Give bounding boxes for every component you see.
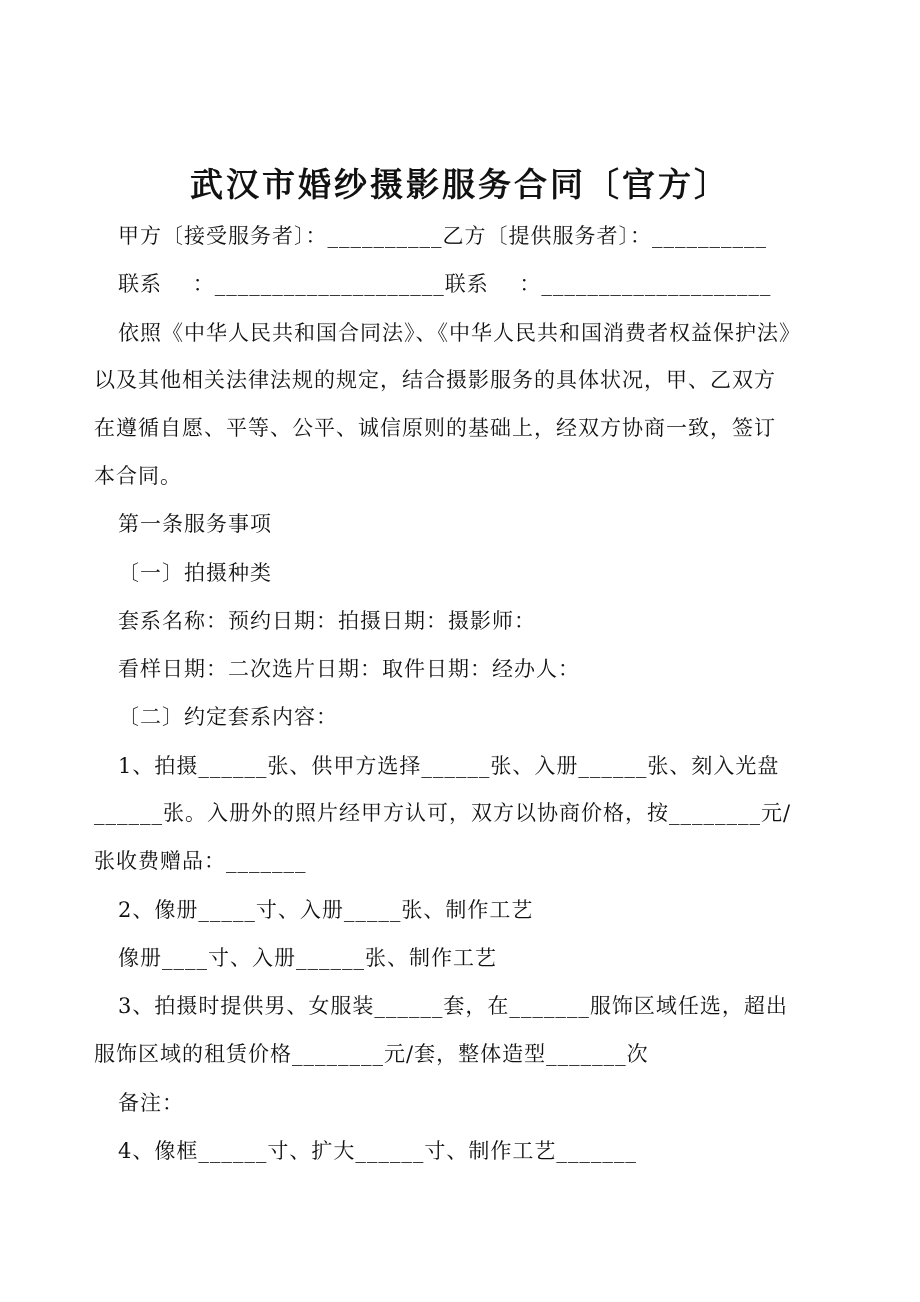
- paragraph-line: 套系名称：预约日期：拍摄日期：摄影师：: [118, 609, 536, 633]
- subsection-heading: 〔二〕约定套系内容：: [118, 705, 338, 729]
- paragraph-line: 依照《中华人民共和国合同法》、《中华人民共和国消费者权益保护法》: [118, 321, 801, 345]
- paragraph-line: 在遵循自愿、平等、公平、诚信原则的基础上，经双方协商一致，签订: [94, 416, 776, 440]
- document-title: 武汉市婚纱摄影服务合同〔官方〕: [190, 165, 730, 204]
- contact-line: 联系 ：____________________联系 ：____________________: [118, 272, 772, 296]
- paragraph-line: 像册____寸、入册______张、制作工艺: [118, 946, 497, 970]
- paragraph-line: 以及其他相关法律法规的规定，结合摄影服务的具体状况，甲、乙双方: [94, 368, 776, 392]
- party-line: 甲方〔接受服务者〕：__________乙方〔提供服务者〕：__________: [118, 224, 767, 248]
- paragraph-line: 1、拍摄______张、供甲方选择______张、入册______张、刻入光盘: [118, 754, 780, 778]
- paragraph-line: 4、像框______寸、扩大______寸、制作工艺_______: [118, 1139, 637, 1163]
- paragraph-line: 看样日期：二次选片日期：取件日期：经办人：: [118, 657, 580, 681]
- paragraph-line: 3、拍摄时提供男、女服装______套，在_______服饰区域任选，超出: [118, 994, 788, 1018]
- paragraph-line: 备注：: [118, 1091, 184, 1115]
- paragraph-line: ______张。入册外的照片经甲方认可，双方以协商价格，按________元/: [94, 801, 792, 825]
- paragraph-line: 2、像册_____寸、入册_____张、制作工艺: [118, 898, 534, 922]
- section-heading: 第一条服务事项: [118, 512, 272, 536]
- subsection-heading: 〔一〕拍摄种类: [118, 561, 272, 585]
- paragraph-line: 本合同。: [94, 464, 182, 488]
- paragraph-line: 张收费赠品：_______: [94, 849, 307, 873]
- paragraph-line: 服饰区域的租赁价格________元/套，整体造型_______次: [94, 1042, 649, 1066]
